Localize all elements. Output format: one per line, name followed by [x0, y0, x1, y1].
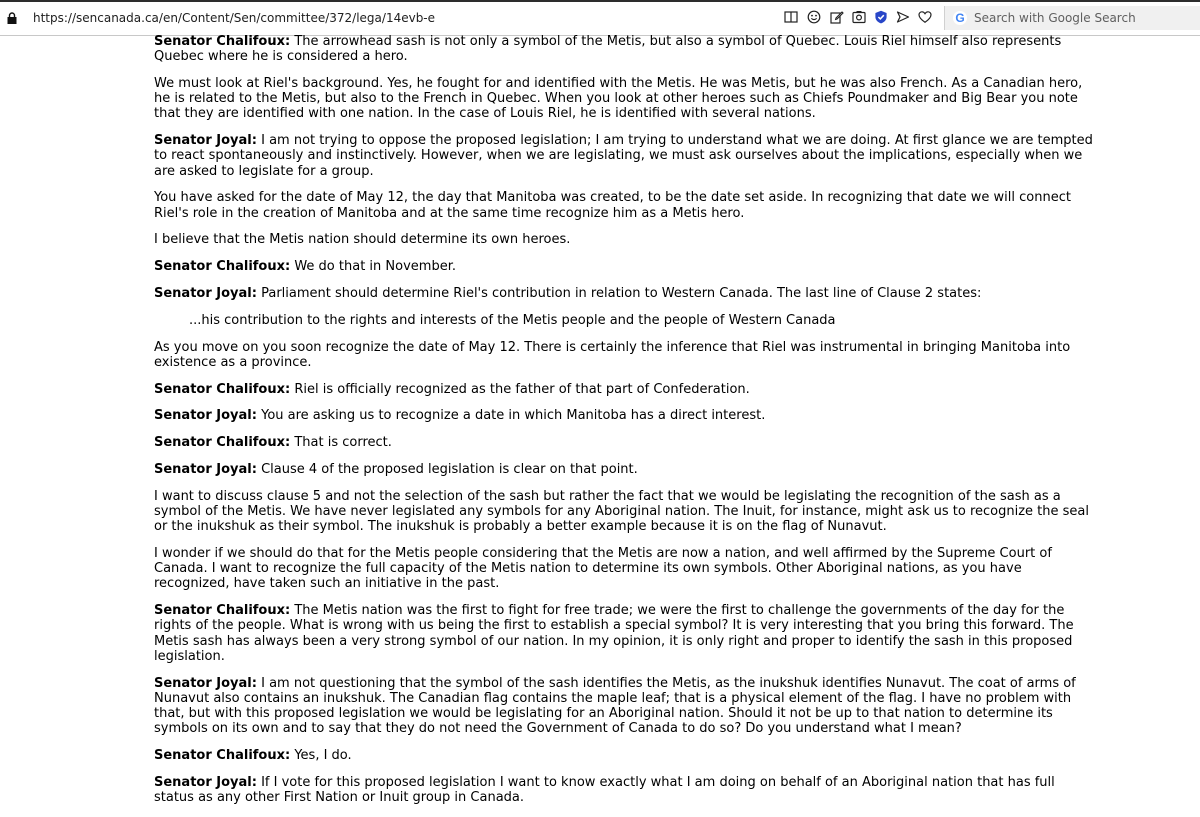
- heart-icon[interactable]: [918, 10, 932, 24]
- screenshot-icon[interactable]: [852, 10, 866, 24]
- transcript-paragraph: [154, 775, 1098, 805]
- paragraph-text: The arrowhead sash is not only a symbol of the Metis, but also a symbol of Quebec. Louis Riel himself also represents Quebec where he is considered a hero.: [154, 34, 1062, 65]
- send-icon[interactable]: [896, 10, 910, 24]
- paragraph-text: I want to discuss clause 5 and not the selection of the sash but rather the fact that we would be legislating the recognition of the sash as a symbol of the Metis. We have never legislated any symbols for any Aboriginal nation. The Inuit, for instance, might ask us to recognize the seal or the inukshuk as their symbol. The inukshuk is probably a better example because it is on the flag of Nunavut.: [154, 488, 1089, 535]
- lock-icon[interactable]: [7, 12, 17, 24]
- paragraph-text: We do that in November.: [290, 259, 456, 275]
- transcript-content: [154, 34, 1098, 817]
- speaker-name: Senator Joyal:: [154, 286, 257, 301]
- speaker-name: Senator Joyal:: [154, 408, 257, 424]
- speaker-name: Senator Chalifoux:: [154, 381, 291, 397]
- paragraph-text: ...his contribution to the rights and interests of the Metis people and the people of Western Canada: [189, 312, 836, 328]
- paragraph-text: I believe that the Metis nation should determine its own heroes.: [154, 232, 571, 248]
- speaker-name: Senator Chalifoux:: [154, 435, 291, 451]
- google-logo-icon: G: [953, 11, 967, 25]
- address-bar-url[interactable]: https://sencanada.ca/en/Content/Sen/committee/372/lega/14evb-e: [33, 11, 436, 25]
- transcript-paragraph: [154, 286, 1098, 301]
- paragraph-text: Riel is officially recognized as the father of that part of Confederation.: [290, 381, 750, 397]
- speaker-name: Senator Chalifoux:: [154, 34, 291, 49]
- speaker-name: Senator Chalifoux:: [154, 603, 291, 619]
- window-top-border: [0, 0, 1200, 2]
- paragraph-text: I am not trying to oppose the proposed legislation; I am trying to understand what we are doing. At first glance we are tempted to react spontaneously and instinctively. However, when we are legislating, we must ask ourselves about the implications, especially when we are asked to legislate for a group.: [154, 133, 1093, 179]
- paragraph-text: That is correct.: [290, 435, 392, 451]
- search-placeholder: Search with Google Search: [974, 11, 1136, 25]
- transcript-paragraph: [154, 232, 1098, 247]
- paragraph-text: The Metis nation was the first to fight for free trade; we were the first to challenge the governments of the day for the rights of the people. What is wrong with us being the first to establish a special symbol? It is very interesting that you bring this forward. The Metis sash has always been a very strong symbol of our nation. In my opinion, it is only right and proper to identify the sash in this proposed legislation.: [154, 603, 1074, 664]
- transcript-paragraph: [154, 676, 1098, 737]
- paragraph-text: I wonder if we should do that for the Metis people considering that the Metis are now a nation, and well affirmed by the Supreme Court of Canada. I want to recognize the full capacity of the Metis nation to determine its own symbols. Other Aboriginal nations, as you have recognized, have taken such an initiative in the past.: [154, 545, 1052, 592]
- transcript-paragraph: [154, 489, 1098, 535]
- speaker-name: Senator Joyal:: [154, 133, 257, 149]
- search-box[interactable]: [944, 6, 1200, 30]
- reader-view-icon[interactable]: [784, 10, 798, 24]
- paragraph-text: Clause 4 of the proposed legislation is clear on that point.: [256, 461, 638, 477]
- transcript-paragraph: [154, 190, 1098, 220]
- shield-icon[interactable]: [874, 10, 888, 24]
- paragraph-text: If I vote for this proposed legislation I want to know exactly what I am doing on behalf of an Aboriginal nation that has full status as any other First Nation or Inuit group in Canada.: [154, 774, 1055, 805]
- transcript-paragraph: [154, 435, 1098, 450]
- paragraph-text: As you move on you soon recognize the date of May 12. There is certainly the inference that Riel was instrumental in bringing Manitoba into existence as a province.: [154, 339, 1071, 370]
- quoted-clause: [154, 313, 1098, 328]
- transcript-paragraph: [154, 76, 1098, 122]
- speaker-name: Senator Joyal:: [154, 461, 257, 477]
- speaker-name: Senator Joyal:: [154, 774, 257, 790]
- transcript-paragraph: [154, 259, 1098, 274]
- transcript-paragraph: [154, 34, 1098, 64]
- transcript-paragraph: [154, 340, 1098, 370]
- paragraph-text: You are asking us to recognize a date in which Manitoba has a direct interest.: [256, 408, 766, 424]
- browser-toolbar: [0, 0, 1200, 36]
- paragraph-text: I am not questioning that the symbol of the sash identifies the Metis, as the inukshuk identifies Nunavut. The coat of arms of Nunavut also contains an inukshuk. The Canadian flag contains the maple leaf; that is a physical element of the flag. I have no problem with that, but with this proposed legislation we would be legislating for an Aboriginal nation. Should it not be up to that nation to determine its symbols on its own and to say that they do not need the Government of Canada to do so? Do you understand what I mean?: [154, 675, 1076, 737]
- transcript-paragraph: [154, 133, 1098, 179]
- transcript-paragraph: [154, 603, 1098, 664]
- speaker-name: Senator Joyal:: [154, 675, 257, 691]
- speaker-name: Senator Chalifoux:: [154, 259, 291, 275]
- emoji-icon[interactable]: [807, 10, 821, 24]
- paragraph-text: You have asked for the date of May 12, the day that Manitoba was created, to be the date set aside. In recognizing that date we will connect Riel's role in the creation of Manitoba and at the same time recognize him as a Metis hero.: [154, 190, 1071, 221]
- transcript-paragraph: [154, 382, 1098, 397]
- transcript-paragraph: [154, 408, 1098, 423]
- transcript-paragraph: [154, 462, 1098, 477]
- edit-icon[interactable]: [830, 10, 844, 24]
- paragraph-text: Yes, I do.: [290, 748, 352, 763]
- paragraph-text: Parliament should determine Riel's contribution in relation to Western Canada. The last line of Clause 2 states:: [256, 286, 982, 301]
- transcript-paragraph: [154, 748, 1098, 763]
- speaker-name: Senator Chalifoux:: [154, 748, 291, 763]
- transcript-paragraph: [154, 546, 1098, 592]
- paragraph-text: We must look at Riel's background. Yes, he fought for and identified with the Metis. He was Metis, but he was also French. As a Canadian hero, he is related to the Metis, but also to the French in Quebec. When you look at other heroes such as Chiefs Poundmaker and Big Bear you note that they are identified with one nation. In the case of Louis Riel, he is identified with several nations.: [154, 76, 1083, 122]
